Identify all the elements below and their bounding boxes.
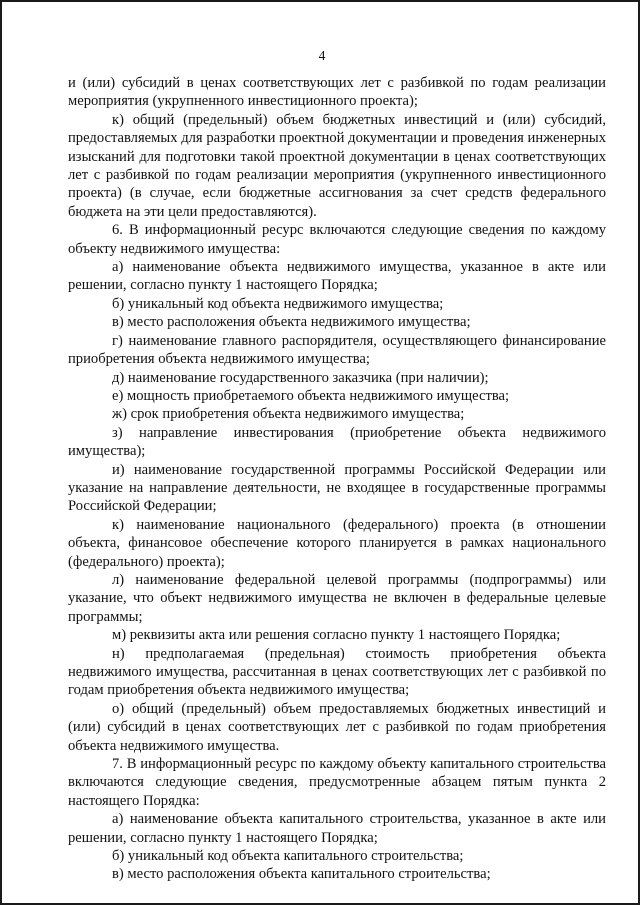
- paragraph: ж) срок приобретения объекта недвижимого имущества;: [112, 406, 465, 423]
- paragraph: в) место расположения объекта капитального строительства;: [112, 866, 491, 883]
- paragraph: г) наименование главного распорядителя, осуществляющего финансирование приобретения объекта недвижимого имущества;: [68, 332, 606, 368]
- paragraph: е) мощность приобретаемого объекта недвижимого имущества;: [112, 387, 510, 404]
- paragraph: 6. В информационный ресурс включаются следующие сведения по каждому объекту недвижимого имущества:: [68, 222, 606, 257]
- paragraph: д) наименование государственного заказчика (при наличии);: [112, 369, 489, 386]
- paragraph: 7. В информационный ресурс по каждому объекту капитального строительства включаются следующие сведения, предусмотренные абзацем пятым пункта 2 настоящего Порядка:: [68, 756, 606, 809]
- page-number: 4: [318, 48, 326, 63]
- paragraph: и) наименование государственной программы Российской Федерации или указание на направление деятельности, не входящее в государственные программы Российской Федерации;: [68, 461, 606, 515]
- paragraph: в) место расположения объекта недвижимого имущества;: [112, 314, 471, 331]
- paragraph: к) наименование национального (федерального) проекта (в отношении объекта, финансовое обеспечение которого планируется в рамках национального (федерального) проекта);: [68, 516, 606, 570]
- paragraph: м) реквизиты акта или решения согласно пункту 1 настоящего Порядка;: [112, 627, 561, 644]
- paragraph: о) общий (предельный) объем предоставляемых бюджетных инвестиций и (или) субсидий в ценах соответствующих лет с разбивкой по годам приобретения объекта недвижимого имущества.: [68, 700, 606, 754]
- paragraph: л) наименование федеральной целевой программы (подпрограммы) или указание, что объект недвижимого имущества не включен в федеральные целевые программы;: [68, 571, 606, 625]
- paragraph: з) направление инвестирования (приобретение объекта недвижимого имущества);: [68, 424, 606, 460]
- paragraph: б) уникальный код объекта капитального строительства;: [112, 848, 464, 865]
- paragraph: а) наименование объекта капитального строительства, указанное в акте или решении, согласно пункту 1 настоящего Порядка;: [68, 811, 606, 846]
- document-body: [68, 74, 606, 884]
- paragraph: к) общий (предельный) объем бюджетных инвестиций и (или) субсидий, предоставляемых для разработки проектной документации и проведения инженерных изысканий для подготовки такой проектной документации в ценах соответствующих лет с разбивкой по годам реализации мероприятия (укрупненного инвестиционного проекта) (в случае, если бюджетные ассигнования за счет средств федерального бюджета на эти цели предоставляются).: [68, 111, 606, 220]
- paragraph: б) уникальный код объекта недвижимого имущества;: [112, 295, 444, 312]
- paragraph: н) предполагаемая (предельная) стоимость приобретения объекта недвижимого имущества, рассчитанная в ценах соответствующих лет с разбивкой по годам приобретения объекта недвижимого имущества;: [68, 645, 606, 699]
- paragraph: и (или) субсидий в ценах соответствующих лет с разбивкой по годам реализации мероприятия (укрупненного инвестиционного проекта);: [68, 75, 606, 110]
- paragraph: а) наименование объекта недвижимого имущества, указанное в акте или решении, согласно пункту 1 настоящего Порядка;: [68, 259, 606, 294]
